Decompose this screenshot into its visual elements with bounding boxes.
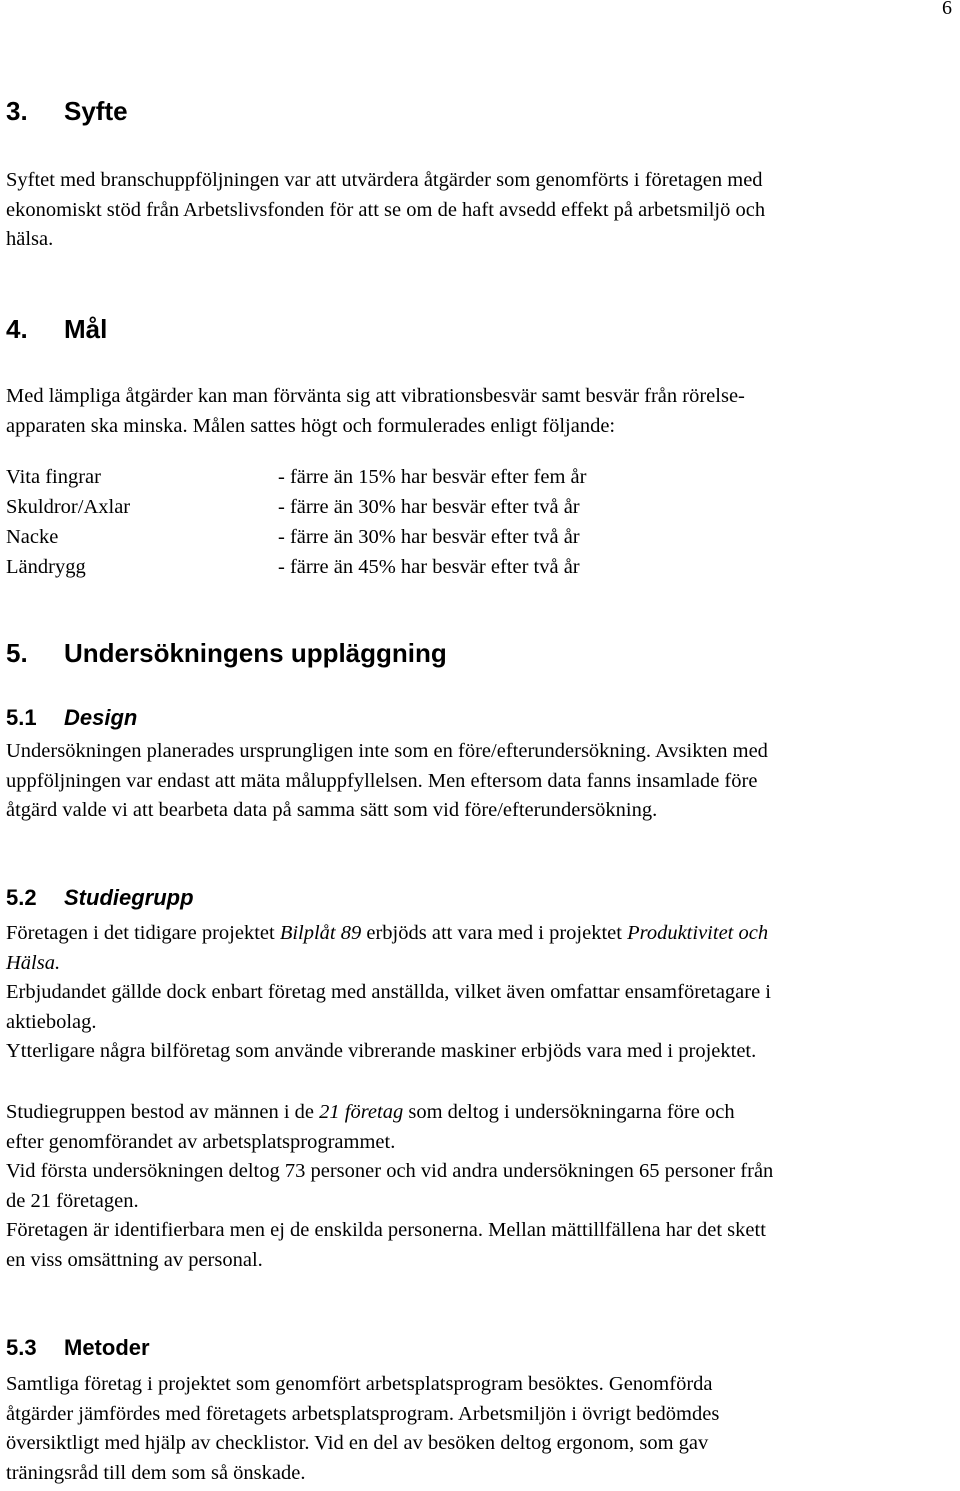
heading-metoder [6, 1334, 150, 1362]
text-line: Syftet med branschuppföljningen var att utvärdera åtgärder som genomförts i företagen med [6, 169, 763, 191]
goal-target: - färre än 30% har besvär efter två år [278, 526, 580, 548]
text-line: aktiebolag. [6, 1010, 97, 1033]
text-line: översiktligt med hjälp av checklistor. Vid en del av besöken deltog ergonom, som gav [6, 1432, 709, 1455]
goal-row [0, 552, 960, 582]
heading-design [6, 704, 137, 732]
text-line: åtgärd valde vi att bearbeta data på samma sätt som vid före/efterundersökning. [6, 799, 658, 822]
heading-mal [6, 314, 107, 344]
text-run: Studiegruppen bestod av männen i de [6, 1101, 320, 1123]
goal-row [0, 492, 960, 522]
text-run: som deltog i undersökningarna före och [403, 1101, 735, 1123]
text-line: uppföljningen var endast att mäta måluppfyllelsen. Men eftersom data fanns insamlade före [6, 769, 758, 792]
heading-number: 5.2 [6, 885, 37, 910]
goal-row [0, 462, 960, 492]
text-line: Med lämpliga åtgärder kan man förvänta sig att vibrationsbesvär samt besvär från rörelse- [6, 385, 745, 407]
goal-area: Ländrygg [6, 556, 86, 578]
studiegrupp-paragraph-2 [6, 1098, 773, 1276]
goal-target: - färre än 30% har besvär efter två år [278, 496, 580, 518]
text-line: ekonomiskt stöd från Arbetslivsfonden för att se om de haft avsedd effekt på arbetsmiljö och [6, 198, 766, 221]
text-line [6, 919, 771, 949]
project-name: Bilplåt 89 [279, 922, 362, 944]
emphasis: 21 företag [319, 1101, 404, 1123]
heading-number: 3. [6, 96, 28, 126]
text-line: Vid första undersökningen deltog 73 personer och vid andra undersökningen 65 personer från [6, 1160, 774, 1183]
heading-title: Undersökningens uppläggning [64, 638, 447, 668]
text-line: de 21 företagen. [6, 1189, 139, 1212]
heading-studiegrupp [6, 884, 194, 912]
goal-area: Nacke [6, 526, 59, 548]
heading-title: Metoder [64, 1335, 150, 1360]
goals-list [0, 462, 960, 586]
heading-title: Syfte [64, 96, 128, 126]
page-number: 6 [942, 0, 952, 19]
text-line: Ytterligare några bilföretag som använde vibrerande maskiner erbjöds vara med i projektet. [6, 1040, 757, 1063]
goal-area: Vita fingrar [6, 466, 101, 488]
heading-number: 5.3 [6, 1335, 37, 1360]
text-line: efter genomförandet av arbetsplatsprogrammet. [6, 1130, 396, 1153]
goal-area: Skuldror/Axlar [6, 496, 131, 518]
heading-title: Studiegrupp [64, 885, 194, 910]
text-line [6, 1098, 773, 1128]
heading-upplaggning [6, 638, 447, 668]
text-line: Samtliga företag i projektet som genomfört arbetsplatsprogram besöktes. Genomförda [6, 1373, 713, 1395]
text-line: Företagen är identifierbara men ej de enskilda personerna. Mellan mättillfällena har det skett [6, 1219, 766, 1242]
project-name: Hälsa. [6, 951, 61, 974]
heading-title: Design [64, 705, 138, 730]
syfte-paragraph [6, 166, 765, 255]
text-run: erbjöds att vara med i projektet [361, 922, 628, 944]
design-paragraph [6, 737, 768, 826]
mal-paragraph [6, 382, 745, 441]
project-name: Produktivitet och [627, 922, 769, 944]
studiegrupp-paragraph [6, 919, 771, 1067]
text-line: träningsråd till dem som så önskade. [6, 1461, 306, 1484]
text-line [6, 949, 771, 979]
text-line: apparaten ska minska. Målen sattes högt och formulerades enligt följande: [6, 414, 616, 437]
metoder-paragraph [6, 1370, 719, 1488]
text-line: Erbjudandet gällde dock enbart företag med anställda, vilket även omfattar ensamföretagare i [6, 981, 772, 1004]
heading-syfte [6, 96, 128, 126]
heading-number: 4. [6, 314, 28, 344]
text-run: Företagen i det tidigare projektet [6, 922, 280, 944]
heading-title: Mål [64, 314, 108, 344]
heading-number: 5. [6, 638, 28, 668]
text-line: en viss omsättning av personal. [6, 1248, 263, 1271]
goal-row [0, 522, 960, 552]
text-line: Undersökningen planerades ursprungligen inte som en före/efterundersökning. Avsikten med [6, 740, 768, 762]
goal-target: - färre än 45% har besvär efter två år [278, 556, 580, 578]
text-line: åtgärder jämfördes med företagets arbetsplatsprogram. Arbetsmiljön i övrigt bedömdes [6, 1402, 720, 1425]
heading-number: 5.1 [6, 705, 37, 730]
goal-target: - färre än 15% har besvär efter fem år [278, 466, 587, 488]
text-line: hälsa. [6, 228, 54, 251]
